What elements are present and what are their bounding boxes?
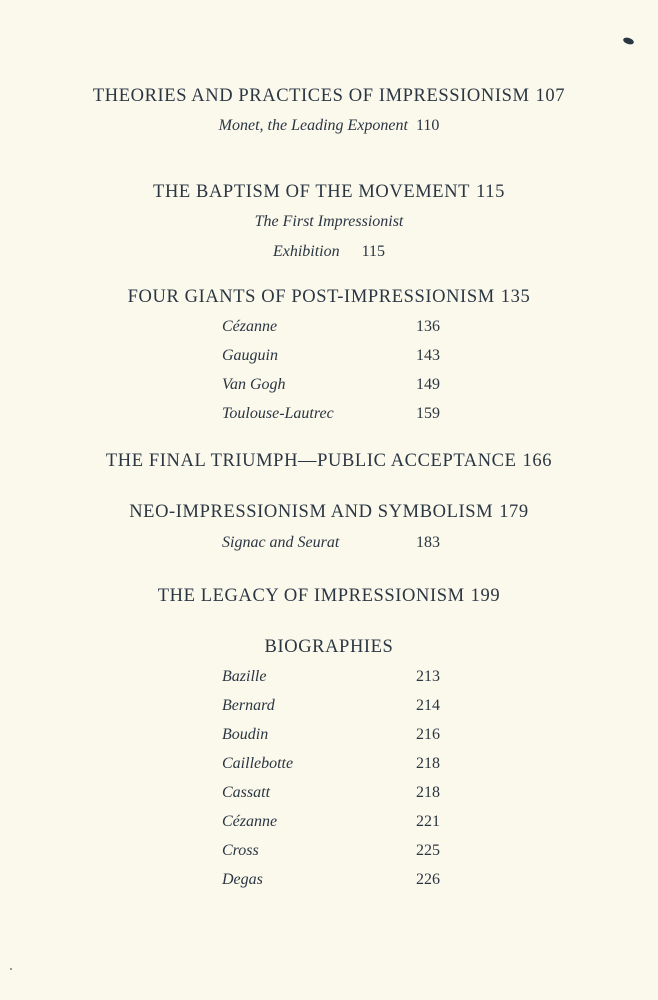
biography-entry	[222, 755, 440, 773]
section-heading	[0, 182, 658, 203]
section-page-number: 135	[500, 287, 531, 307]
subsection-heading	[0, 213, 658, 231]
entry-page-number: 159	[416, 405, 440, 422]
section-title: THE LEGACY OF IMPRESSIONISM	[157, 586, 465, 606]
entry-page-number: 225	[416, 842, 440, 859]
subsection-page-number: 110	[415, 117, 440, 134]
subsection-heading	[0, 117, 658, 135]
section-title: FOUR GIANTS OF POST-IMPRESSIONISM	[127, 287, 495, 307]
section-page-number: 166	[522, 451, 553, 471]
entry-name: Cézanne	[222, 813, 278, 830]
entry-name: Toulouse-Lautrec	[222, 405, 334, 422]
biography-entry	[222, 726, 440, 744]
subsection-title: Monet, the Leading Exponent	[218, 117, 408, 134]
biographies-heading	[0, 637, 658, 658]
section-title: THE BAPTISM OF THE MOVEMENT	[153, 182, 471, 202]
section-heading	[0, 502, 658, 523]
section-page-number: 199	[470, 586, 501, 606]
paper-speck	[10, 968, 12, 970]
entry-name: Bazille	[222, 668, 267, 685]
biography-entry	[222, 842, 440, 860]
entry-name: Van Gogh	[222, 376, 286, 393]
biography-entry	[222, 813, 440, 831]
subsection-title-line1: The First Impressionist	[254, 213, 404, 230]
toc-entry	[222, 534, 440, 552]
biographies-title: BIOGRAPHIES	[264, 637, 394, 657]
section-title: THE FINAL TRIUMPH—PUBLIC ACCEPTANCE	[105, 451, 517, 471]
entry-page-number: 149	[416, 376, 440, 393]
section-heading	[0, 86, 658, 107]
section-page-number: 107	[535, 86, 566, 106]
entry-name: Caillebotte	[222, 755, 294, 772]
entry-page-number: 226	[416, 871, 440, 888]
section-heading	[0, 451, 658, 472]
entry-name: Cézanne	[222, 318, 278, 335]
biography-entry	[222, 668, 440, 686]
biography-entry	[222, 784, 440, 802]
section-heading	[0, 287, 658, 308]
entry-page-number: 218	[416, 755, 440, 772]
entry-page-number: 218	[416, 784, 440, 801]
ink-mark	[622, 36, 634, 45]
entry-page-number: 216	[416, 726, 440, 743]
toc-entry	[222, 347, 440, 365]
section-heading	[0, 586, 658, 607]
subsection-title-line2: Exhibition	[272, 243, 340, 260]
toc-entry	[222, 318, 440, 336]
entry-page-number: 213	[416, 668, 440, 685]
entry-page-number: 136	[416, 318, 440, 335]
entry-page-number: 143	[416, 347, 440, 364]
toc-entry	[222, 376, 440, 394]
toc-entry	[222, 405, 440, 423]
entry-name: Signac and Seurat	[222, 534, 340, 551]
biography-entry	[222, 697, 440, 715]
entry-page-number: 221	[416, 813, 440, 830]
section-title: NEO-IMPRESSIONISM AND SYMBOLISM	[129, 502, 494, 522]
biography-entry	[222, 871, 440, 889]
section-title: THEORIES AND PRACTICES OF IMPRESSIONISM	[92, 86, 530, 106]
section-page-number: 115	[476, 182, 505, 202]
entry-name: Cassatt	[222, 784, 271, 801]
section-page-number: 179	[499, 502, 529, 522]
subsection-page-number: 115	[361, 243, 386, 260]
entry-page-number: 183	[416, 534, 440, 551]
subsection-heading-continued	[0, 243, 658, 261]
entry-name: Cross	[222, 842, 259, 859]
entry-name: Degas	[222, 871, 263, 888]
entry-name: Bernard	[222, 697, 275, 714]
entry-name: Gauguin	[222, 347, 278, 364]
entry-page-number: 214	[416, 697, 440, 714]
entry-name: Boudin	[222, 726, 269, 743]
